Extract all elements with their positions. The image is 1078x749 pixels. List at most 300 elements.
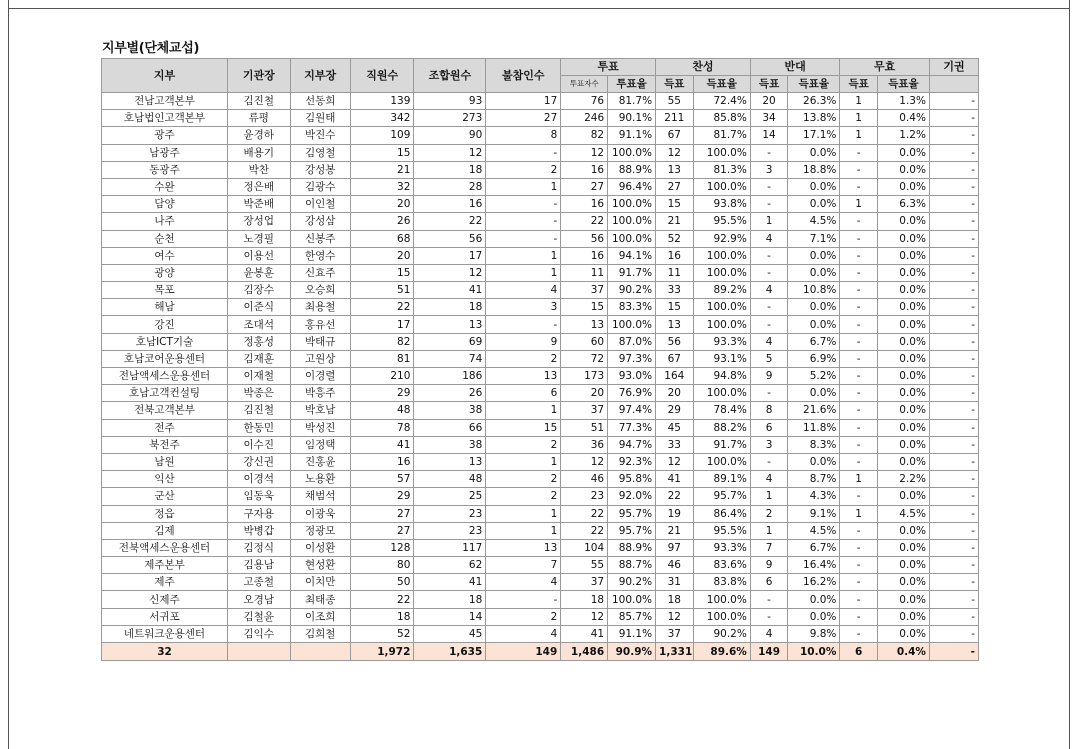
cell-oppose-count: 9 (750, 368, 787, 385)
cell-abstain: - (929, 213, 978, 230)
cell-invalid-count: - (840, 368, 877, 385)
table-row (102, 385, 979, 402)
total-vote-count: 1,486 (561, 643, 608, 661)
cell-invalid-rate: 0.0% (877, 282, 929, 299)
cell-absent: 2 (486, 471, 561, 488)
cell-absent: 1 (486, 505, 561, 522)
cell-approve-rate: 81.7% (693, 127, 750, 144)
cell-abstain: - (929, 230, 978, 247)
cell-invalid-rate: 0.0% (877, 539, 929, 556)
cell-approve-count: 33 (656, 436, 693, 453)
cell-members: 14 (414, 608, 486, 625)
cell-abstain: - (929, 282, 978, 299)
cell-abstain: - (929, 93, 978, 110)
table-row (102, 368, 979, 385)
cell-staff: 22 (350, 299, 414, 316)
cell-branch-head: 박태규 (290, 333, 350, 350)
cell-vote-count: 20 (561, 385, 608, 402)
cell-oppose-rate: 16.2% (788, 574, 840, 591)
cell-approve-rate: 89.2% (693, 282, 750, 299)
cell-abstain: - (929, 196, 978, 213)
cell-oppose-rate: 0.0% (788, 178, 840, 195)
cell-vote-count: 76 (561, 93, 608, 110)
cell-branch: 나주 (102, 213, 228, 230)
cell-absent: 17 (486, 93, 561, 110)
cell-branch: 호남ICT기술 (102, 333, 228, 350)
header-members: 조합원수 (414, 59, 486, 93)
cell-approve-count: 33 (656, 282, 693, 299)
cell-abstain: - (929, 127, 978, 144)
cell-invalid-count: - (840, 625, 877, 642)
cell-oppose-rate: 0.0% (788, 144, 840, 161)
cell-branch: 김제 (102, 522, 228, 539)
cell-invalid-rate: 0.0% (877, 316, 929, 333)
cell-oppose-count: 9 (750, 557, 787, 574)
page-border-right (1069, 0, 1070, 749)
cell-abstain: - (929, 608, 978, 625)
cell-members: 17 (414, 247, 486, 264)
cell-staff: 82 (350, 333, 414, 350)
cell-invalid-count: 1 (840, 196, 877, 213)
cell-branch: 제주본부 (102, 557, 228, 574)
cell-abstain: - (929, 402, 978, 419)
cell-oppose-rate: 0.0% (788, 591, 840, 608)
cell-approve-rate: 93.3% (693, 333, 750, 350)
cell-branch: 여수 (102, 247, 228, 264)
cell-director: 윤봉훈 (228, 264, 290, 281)
cell-abstain: - (929, 350, 978, 367)
cell-absent: 9 (486, 333, 561, 350)
cell-approve-count: 13 (656, 316, 693, 333)
cell-vote-count: 22 (561, 505, 608, 522)
cell-approve-rate: 95.5% (693, 522, 750, 539)
cell-vote-count: 16 (561, 247, 608, 264)
cell-oppose-rate: 4.5% (788, 213, 840, 230)
cell-invalid-count: - (840, 385, 877, 402)
cell-director: 오경남 (228, 591, 290, 608)
total-approve-rate: 89.6% (693, 643, 750, 661)
cell-approve-count: 164 (656, 368, 693, 385)
cell-branch-head: 신봉주 (290, 230, 350, 247)
cell-abstain: - (929, 178, 978, 195)
cell-absent: - (486, 591, 561, 608)
cell-vote-rate: 88.7% (608, 557, 656, 574)
cell-staff: 17 (350, 316, 414, 333)
cell-oppose-rate: 26.3% (788, 93, 840, 110)
cell-approve-count: 211 (656, 110, 693, 127)
cell-oppose-count: 3 (750, 161, 787, 178)
cell-absent: 2 (486, 350, 561, 367)
cell-absent: 3 (486, 299, 561, 316)
cell-branch: 남광주 (102, 144, 228, 161)
cell-vote-count: 37 (561, 574, 608, 591)
cell-members: 56 (414, 230, 486, 247)
cell-invalid-rate: 1.2% (877, 127, 929, 144)
cell-vote-count: 27 (561, 178, 608, 195)
cell-oppose-count: - (750, 453, 787, 470)
table-row (102, 453, 979, 470)
cell-staff: 139 (350, 93, 414, 110)
cell-approve-rate: 81.3% (693, 161, 750, 178)
cell-absent: 1 (486, 402, 561, 419)
cell-branch-head: 임정택 (290, 436, 350, 453)
cell-approve-rate: 100.0% (693, 264, 750, 281)
cell-approve-rate: 100.0% (693, 299, 750, 316)
cell-members: 18 (414, 591, 486, 608)
page-title: 지부별(단체교섭) (102, 41, 200, 56)
cell-branch-head: 박흥주 (290, 385, 350, 402)
cell-vote-count: 51 (561, 419, 608, 436)
cell-vote-count: 22 (561, 522, 608, 539)
cell-approve-rate: 100.0% (693, 247, 750, 264)
cell-abstain: - (929, 436, 978, 453)
cell-approve-count: 22 (656, 488, 693, 505)
header-approve-rate: 득표율 (693, 76, 750, 93)
cell-oppose-rate: 21.6% (788, 402, 840, 419)
cell-staff: 26 (350, 213, 414, 230)
cell-invalid-count: - (840, 333, 877, 350)
cell-director: 정홍성 (228, 333, 290, 350)
cell-abstain: - (929, 453, 978, 470)
cell-approve-count: 67 (656, 350, 693, 367)
cell-approve-count: 21 (656, 522, 693, 539)
total-invalid-rate: 0.4% (877, 643, 929, 661)
cell-invalid-count: - (840, 591, 877, 608)
table-row (102, 178, 979, 195)
cell-vote-rate: 83.3% (608, 299, 656, 316)
total-members: 1,635 (414, 643, 486, 661)
cell-members: 22 (414, 213, 486, 230)
cell-invalid-count: - (840, 213, 877, 230)
cell-invalid-count: - (840, 608, 877, 625)
cell-branch-head: 오승희 (290, 282, 350, 299)
cell-vote-count: 60 (561, 333, 608, 350)
cell-vote-rate: 91.1% (608, 625, 656, 642)
cell-approve-rate: 100.0% (693, 316, 750, 333)
table-row (102, 574, 979, 591)
cell-members: 66 (414, 419, 486, 436)
cell-oppose-rate: 16.4% (788, 557, 840, 574)
total-absent: 149 (486, 643, 561, 661)
cell-absent: 4 (486, 574, 561, 591)
cell-members: 90 (414, 127, 486, 144)
cell-approve-rate: 86.4% (693, 505, 750, 522)
cell-director: 박병갑 (228, 522, 290, 539)
cell-oppose-count: 8 (750, 402, 787, 419)
cell-oppose-rate: 13.8% (788, 110, 840, 127)
cell-staff: 210 (350, 368, 414, 385)
cell-approve-rate: 100.0% (693, 385, 750, 402)
cell-members: 25 (414, 488, 486, 505)
cell-members: 23 (414, 522, 486, 539)
cell-vote-count: 12 (561, 608, 608, 625)
cell-abstain: - (929, 625, 978, 642)
cell-approve-rate: 90.2% (693, 625, 750, 642)
cell-invalid-rate: 0.0% (877, 299, 929, 316)
cell-oppose-rate: 4.3% (788, 488, 840, 505)
cell-members: 12 (414, 144, 486, 161)
cell-branch: 해남 (102, 299, 228, 316)
cell-invalid-rate: 0.0% (877, 144, 929, 161)
header-director: 기관장 (228, 59, 290, 93)
cell-approve-count: 31 (656, 574, 693, 591)
cell-absent: 1 (486, 453, 561, 470)
cell-vote-count: 16 (561, 196, 608, 213)
cell-oppose-count: 6 (750, 419, 787, 436)
cell-members: 28 (414, 178, 486, 195)
cell-approve-rate: 93.8% (693, 196, 750, 213)
cell-branch: 제주 (102, 574, 228, 591)
cell-oppose-count: 1 (750, 522, 787, 539)
cell-vote-count: 15 (561, 299, 608, 316)
cell-abstain: - (929, 505, 978, 522)
cell-branch-head: 정광모 (290, 522, 350, 539)
cell-invalid-rate: 0.0% (877, 522, 929, 539)
cell-vote-rate: 91.7% (608, 264, 656, 281)
header-vote: 투표 (561, 59, 656, 76)
cell-members: 26 (414, 385, 486, 402)
cell-invalid-count: - (840, 247, 877, 264)
cell-invalid-rate: 0.0% (877, 350, 929, 367)
cell-oppose-count: - (750, 264, 787, 281)
cell-branch: 전주 (102, 419, 228, 436)
cell-vote-rate: 77.3% (608, 419, 656, 436)
cell-vote-rate: 100.0% (608, 213, 656, 230)
cell-oppose-count: 4 (750, 282, 787, 299)
cell-invalid-count: - (840, 539, 877, 556)
cell-abstain: - (929, 557, 978, 574)
cell-invalid-rate: 0.0% (877, 625, 929, 642)
page-border-left (8, 0, 9, 749)
header-approve-count: 득표 (656, 76, 693, 93)
cell-staff: 20 (350, 247, 414, 264)
cell-approve-count: 12 (656, 144, 693, 161)
cell-staff: 41 (350, 436, 414, 453)
cell-abstain: - (929, 247, 978, 264)
cell-staff: 57 (350, 471, 414, 488)
cell-approve-count: 37 (656, 625, 693, 642)
cell-staff: 81 (350, 350, 414, 367)
cell-branch: 광양 (102, 264, 228, 281)
cell-vote-count: 11 (561, 264, 608, 281)
cell-director: 김철윤 (228, 608, 290, 625)
cell-oppose-count: 3 (750, 436, 787, 453)
cell-oppose-count: - (750, 247, 787, 264)
cell-director: 박종은 (228, 385, 290, 402)
cell-branch: 전북액세스운용센터 (102, 539, 228, 556)
cell-branch-head: 최용철 (290, 299, 350, 316)
cell-oppose-rate: 0.0% (788, 196, 840, 213)
cell-abstain: - (929, 368, 978, 385)
cell-approve-count: 21 (656, 213, 693, 230)
cell-invalid-rate: 0.0% (877, 608, 929, 625)
cell-abstain: - (929, 591, 978, 608)
cell-abstain: - (929, 522, 978, 539)
cell-vote-rate: 93.0% (608, 368, 656, 385)
cell-abstain: - (929, 333, 978, 350)
cell-oppose-count: 14 (750, 127, 787, 144)
total-invalid-count: 6 (840, 643, 877, 661)
cell-director: 구자용 (228, 505, 290, 522)
cell-branch: 호남고객컨설팅 (102, 385, 228, 402)
cell-staff: 27 (350, 522, 414, 539)
cell-branch-head: 김희철 (290, 625, 350, 642)
table-row (102, 539, 979, 556)
table-row (102, 247, 979, 264)
cell-director: 김진철 (228, 402, 290, 419)
cell-abstain: - (929, 539, 978, 556)
cell-approve-count: 46 (656, 557, 693, 574)
cell-staff: 21 (350, 161, 414, 178)
cell-oppose-count: - (750, 385, 787, 402)
cell-invalid-count: - (840, 402, 877, 419)
cell-invalid-count: - (840, 488, 877, 505)
cell-approve-count: 27 (656, 178, 693, 195)
cell-oppose-rate: 0.0% (788, 453, 840, 470)
cell-oppose-rate: 11.8% (788, 419, 840, 436)
cell-vote-count: 13 (561, 316, 608, 333)
cell-invalid-count: - (840, 574, 877, 591)
cell-approve-rate: 93.3% (693, 539, 750, 556)
cell-absent: 13 (486, 539, 561, 556)
cell-invalid-count: 1 (840, 110, 877, 127)
table-row (102, 316, 979, 333)
table-row (102, 110, 979, 127)
cell-absent: 2 (486, 161, 561, 178)
cell-vote-count: 23 (561, 488, 608, 505)
cell-invalid-rate: 0.0% (877, 230, 929, 247)
table-row (102, 608, 979, 625)
cell-members: 12 (414, 264, 486, 281)
cell-staff: 18 (350, 608, 414, 625)
table-total (102, 643, 979, 661)
cell-vote-rate: 100.0% (608, 196, 656, 213)
table-row (102, 230, 979, 247)
cell-vote-count: 41 (561, 625, 608, 642)
cell-vote-rate: 88.9% (608, 161, 656, 178)
cell-invalid-rate: 0.0% (877, 161, 929, 178)
cell-vote-rate: 92.0% (608, 488, 656, 505)
cell-approve-rate: 100.0% (693, 591, 750, 608)
cell-director: 이준식 (228, 299, 290, 316)
table-row (102, 625, 979, 642)
cell-absent: 2 (486, 488, 561, 505)
cell-oppose-count: - (750, 196, 787, 213)
cell-oppose-rate: 0.0% (788, 299, 840, 316)
cell-oppose-count: - (750, 608, 787, 625)
cell-absent: - (486, 144, 561, 161)
cell-branch-head: 박진수 (290, 127, 350, 144)
cell-vote-rate: 81.7% (608, 93, 656, 110)
cell-members: 69 (414, 333, 486, 350)
cell-staff: 50 (350, 574, 414, 591)
cell-invalid-rate: 0.0% (877, 591, 929, 608)
cell-approve-count: 20 (656, 385, 693, 402)
cell-invalid-count: - (840, 299, 877, 316)
cell-invalid-rate: 0.0% (877, 419, 929, 436)
cell-vote-rate: 100.0% (608, 144, 656, 161)
cell-staff: 16 (350, 453, 414, 470)
cell-oppose-count: 5 (750, 350, 787, 367)
cell-invalid-rate: 0.0% (877, 247, 929, 264)
table-row (102, 144, 979, 161)
cell-absent: 13 (486, 368, 561, 385)
cell-invalid-count: - (840, 316, 877, 333)
cell-oppose-rate: 18.8% (788, 161, 840, 178)
cell-branch: 호남코어운용센터 (102, 350, 228, 367)
cell-branch-head: 선동희 (290, 93, 350, 110)
table-row (102, 213, 979, 230)
cell-branch: 전북고객본부 (102, 402, 228, 419)
cell-oppose-count: 4 (750, 333, 787, 350)
cell-invalid-rate: 2.2% (877, 471, 929, 488)
cell-branch: 서귀포 (102, 608, 228, 625)
total-oppose-rate: 10.0% (788, 643, 840, 661)
header-vote-rate: 투표율 (608, 76, 656, 93)
cell-director: 김익수 (228, 625, 290, 642)
cell-vote-rate: 100.0% (608, 316, 656, 333)
cell-approve-rate: 95.7% (693, 488, 750, 505)
cell-approve-count: 29 (656, 402, 693, 419)
cell-abstain: - (929, 316, 978, 333)
cell-oppose-count: - (750, 316, 787, 333)
cell-oppose-rate: 0.0% (788, 608, 840, 625)
cell-branch: 남원 (102, 453, 228, 470)
cell-members: 117 (414, 539, 486, 556)
cell-invalid-count: - (840, 161, 877, 178)
cell-members: 38 (414, 402, 486, 419)
cell-vote-rate: 92.3% (608, 453, 656, 470)
cell-members: 93 (414, 93, 486, 110)
cell-absent: - (486, 230, 561, 247)
cell-branch-head: 이광욱 (290, 505, 350, 522)
cell-oppose-count: 1 (750, 488, 787, 505)
cell-oppose-rate: 0.0% (788, 316, 840, 333)
cell-absent: 4 (486, 282, 561, 299)
cell-invalid-count: - (840, 436, 877, 453)
cell-approve-rate: 72.4% (693, 93, 750, 110)
header-oppose-count: 득표 (750, 76, 787, 93)
cell-invalid-count: 1 (840, 127, 877, 144)
cell-vote-rate: 87.0% (608, 333, 656, 350)
cell-members: 273 (414, 110, 486, 127)
cell-director: 장성업 (228, 213, 290, 230)
cell-branch: 군산 (102, 488, 228, 505)
cell-director: 김용남 (228, 557, 290, 574)
cell-invalid-rate: 0.0% (877, 178, 929, 195)
cell-absent: 15 (486, 419, 561, 436)
cell-oppose-count: - (750, 178, 787, 195)
cell-director: 강신권 (228, 453, 290, 470)
cell-vote-count: 55 (561, 557, 608, 574)
cell-approve-rate: 93.1% (693, 350, 750, 367)
cell-director: 노경필 (228, 230, 290, 247)
cell-vote-rate: 90.1% (608, 110, 656, 127)
cell-abstain: - (929, 488, 978, 505)
cell-staff: 52 (350, 625, 414, 642)
cell-branch-head: 진홍윤 (290, 453, 350, 470)
cell-invalid-rate: 0.0% (877, 574, 929, 591)
total-abstain: - (929, 643, 978, 661)
cell-invalid-rate: 0.0% (877, 557, 929, 574)
cell-absent: 4 (486, 625, 561, 642)
table-row (102, 419, 979, 436)
cell-members: 45 (414, 625, 486, 642)
cell-abstain: - (929, 419, 978, 436)
cell-members: 23 (414, 505, 486, 522)
cell-members: 18 (414, 161, 486, 178)
cell-abstain: - (929, 471, 978, 488)
